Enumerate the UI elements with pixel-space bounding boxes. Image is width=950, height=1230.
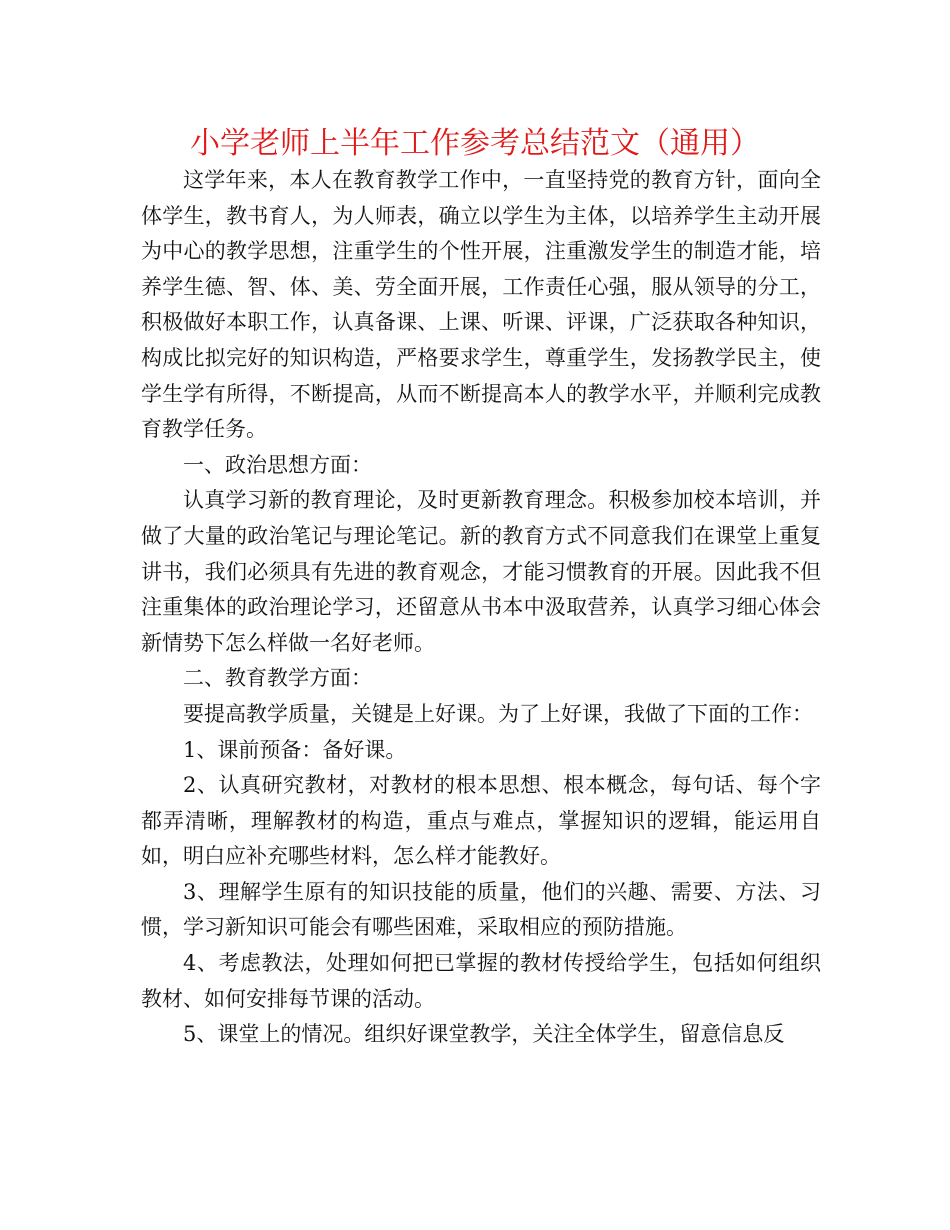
- paragraph-politics: 认真学习新的教育理论，及时更新教育理念。积极参加校本培训，并做了大量的政治笔记与理论笔记。新的教育方式不同意我们在课堂上重复讲书，我们必须具有先进的教育观念，才能习惯教育的开展。因此我不但注重集体的政治理论学习，还留意从书本中汲取营养，认真学习细心体会新情势下怎么样做一名好老师。: [141, 488, 821, 655]
- document-title: 小学老师上半年工作参考总结范文（通用）: [190, 126, 760, 161]
- list-item-2: 2、认真研究教材，对教材的根本思想、根本概念，每句话、每个字都弄清晰，理解教材的构造，重点与难点，掌握知识的逻辑，能运用自如，明白应补充哪些材料，怎么样才能教好。: [141, 773, 821, 869]
- list-item-3: 3、理解学生原有的知识技能的质量，他们的兴趣、需要、方法、习惯，学习新知识可能会有哪些困难，采取相应的预防措施。: [141, 879, 821, 940]
- document-body: [141, 163, 821, 1053]
- paragraph-intro: 这学年来，本人在教育教学工作中，一直坚持党的教育方针，面向全体学生，教书育人，为人师表，确立以学生为主体，以培养学生主动开展为中心的教学思想，注重学生的个性开展，注重激发学生的制造才能，培养学生德、智、体、美、劳全面开展，工作责任心强，服从领导的分工，积极做好本职工作，认真备课、上课、听课、评课，广泛获取各种知识，构成比拟完好的知识构造，严格要求学生，尊重学生，发扬教学民主，使学生学有所得，不断提高，从而不断提高本人的教学水平，并顺利完成教育教学任务。: [141, 168, 821, 442]
- paragraph-teaching-intro: 要提高教学质量，关键是上好课。为了上好课，我做了下面的工作：: [183, 701, 813, 726]
- list-item-4: 4、考虑教法，处理如何把已掌握的教材传授给学生，包括如何组织教材、如何安排每节课的活动。: [141, 951, 821, 1011]
- section-heading-politics: 一、政治思想方面：: [183, 452, 372, 477]
- list-item-1: 1、课前预备：备好课。: [183, 737, 407, 762]
- section-heading-teaching: 二、教育教学方面：: [183, 666, 372, 691]
- list-item-5: 5、课堂上的情况。组织好课堂教学，关注全体学生，留意信息反: [183, 1022, 785, 1047]
